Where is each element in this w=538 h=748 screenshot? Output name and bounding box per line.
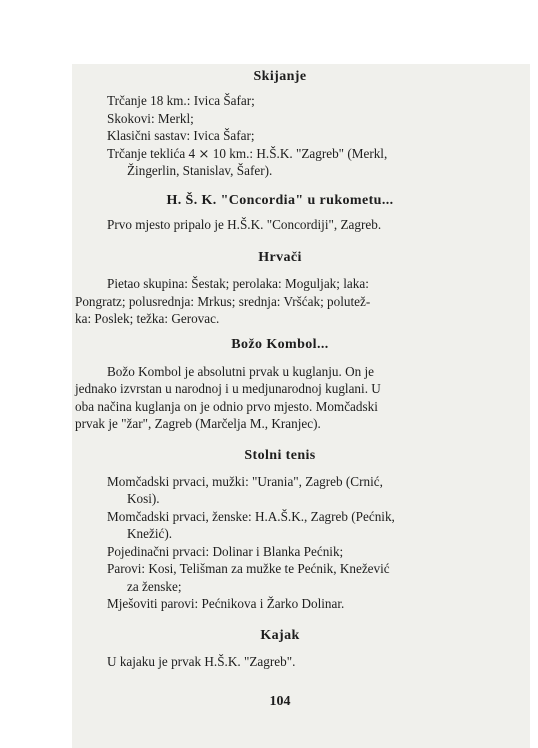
heading-kajak: Kajak (260, 627, 300, 643)
text-line: jednako izvrstan u narodnoj i u medjunarodnoj kuglani. U (75, 381, 381, 396)
text-line: oba načina kuglanja on je odnio prvo mjesto. Momčadski (75, 398, 378, 414)
text-line: Pojedinačni prvaci: Dolinar i Blanka Pećnik; (107, 543, 344, 559)
text-line: Trčanje teklića 4 ⨯ 10 km.: H.Š.K. "Zagreb" (Merkl, (107, 145, 388, 161)
heading-hrvaci: Hrvači (258, 250, 302, 265)
text-line: Pietao skupina: Šestak; perolaka: Moguljak; laka: (107, 276, 369, 291)
document-body (75, 68, 485, 710)
text-line: Parovi: Kosi, Telišman za mužke te Pećnik, Knežević (107, 561, 390, 576)
text-line: Klasični sastav: Ivica Šafar; (107, 128, 255, 143)
text-line: Mješoviti parovi: Pećnikova i Žarko Dolinar. (107, 596, 345, 611)
heading-stolni-tenis: Stolni tenis (244, 447, 316, 463)
heading-skijanje: Skijanje (253, 69, 307, 84)
text-line: Trčanje 18 km.: Ivica Šafar; (107, 93, 255, 108)
text-line: ka: Poslek; težka: Gerovac. (75, 311, 220, 326)
text-line: Skokovi: Merkl; (107, 110, 194, 126)
text-line: Momčadski prvaci, ženske: H.A.Š.K., Zagreb (Pećnik, (107, 508, 395, 524)
page-number: 104 (269, 694, 291, 709)
text-line: Prvo mjesto pripalo je H.Š.K. "Concordiji", Zagreb. (107, 216, 382, 232)
text-line: Kosi). (127, 491, 160, 506)
text-line: Momčadski prvaci, mužki: "Urania", Zagreb (Crnić, (107, 473, 383, 489)
text-line: Pongratz; polusrednja: Mrkus; srednja: Vršćak; polutež- (75, 293, 371, 309)
text-line: Božo Kombol je absolutni prvak u kuglanju. On je (107, 363, 375, 379)
text-line: Knežić). (127, 526, 173, 541)
text-line: U kajaku je prvak H.Š.K. "Zagreb". (107, 653, 296, 669)
text-line: prvak je "žar", Zagreb (Marčelja M., Kranjec). (75, 416, 321, 431)
text-line: za ženske; (127, 578, 182, 594)
heading-kombol: Božo Kombol... (231, 336, 329, 352)
text-line: Žingerlin, Stanislav, Šafer). (127, 163, 273, 178)
heading-concordia: H. Š. K. "Concordia" u rukometu... (166, 192, 394, 208)
